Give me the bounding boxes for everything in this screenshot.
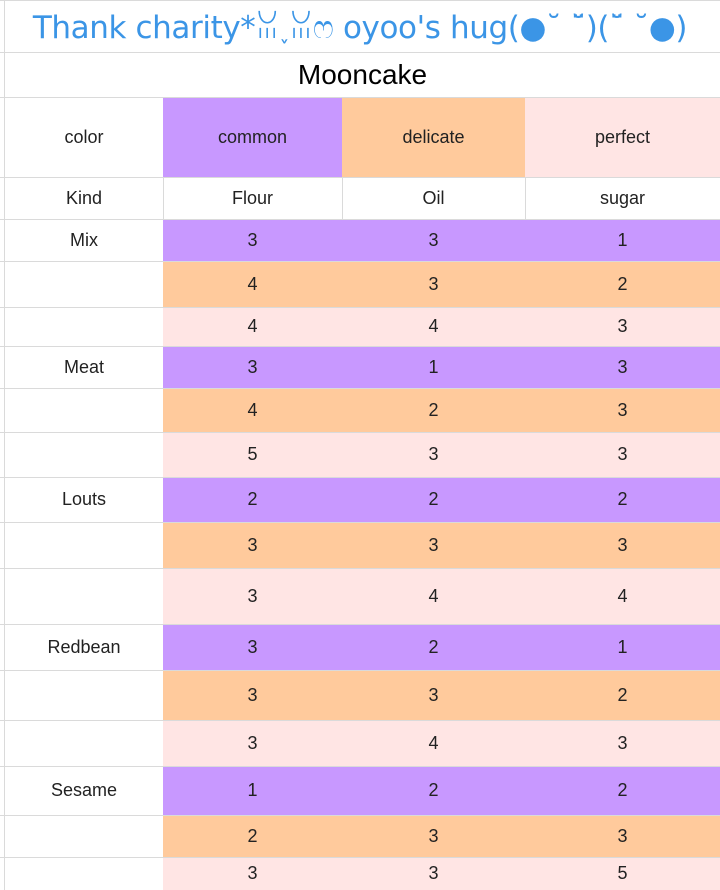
table-cell[interactable]: 3 <box>247 229 258 250</box>
row-label[interactable] <box>5 388 163 432</box>
row-label[interactable] <box>5 307 163 346</box>
table-cell[interactable]: 4 <box>617 585 628 606</box>
table-cell[interactable]: 3 <box>247 534 258 555</box>
table-cell[interactable]: 3 <box>247 732 258 753</box>
table-cell[interactable]: 3 <box>617 444 628 464</box>
table-cell[interactable]: 3 <box>617 399 628 420</box>
grid-line-h <box>0 52 720 53</box>
row-label[interactable] <box>5 261 163 307</box>
table-cell[interactable]: 5 <box>247 444 258 464</box>
row-label[interactable]: Mix <box>70 229 98 250</box>
row-label[interactable]: Meat <box>63 356 105 377</box>
table-cell[interactable]: 2 <box>428 636 439 657</box>
row-label[interactable] <box>5 522 163 568</box>
table-cell[interactable]: 1 <box>617 636 628 657</box>
table-cell[interactable]: 4 <box>247 316 258 336</box>
color-cell[interactable]: delicate <box>402 126 465 147</box>
table-cell[interactable]: 3 <box>428 273 439 294</box>
row-label[interactable]: Louts <box>61 489 107 509</box>
table-cell[interactable]: 3 <box>247 684 258 705</box>
kind-cell[interactable]: sugar <box>599 187 646 208</box>
table-cell[interactable]: 3 <box>428 825 439 846</box>
kind-cell[interactable]: Oil <box>422 187 445 208</box>
row-label[interactable] <box>5 432 163 477</box>
table-cell[interactable]: 2 <box>247 825 258 846</box>
table-title[interactable]: Mooncake <box>297 59 428 90</box>
row-label[interactable] <box>5 568 163 624</box>
table-cell[interactable]: 3 <box>617 356 628 377</box>
row-label[interactable]: Sesame <box>50 780 118 800</box>
table-cell[interactable]: 3 <box>428 444 439 464</box>
table-cell[interactable]: 1 <box>428 356 439 377</box>
table-cell[interactable]: 4 <box>428 585 439 606</box>
table-cell[interactable]: 1 <box>247 780 258 800</box>
kind-label[interactable]: Kind <box>65 187 103 208</box>
table-cell[interactable]: 2 <box>247 489 258 509</box>
grid-line-h <box>0 0 720 1</box>
table-cell[interactable]: 4 <box>247 399 258 420</box>
row-label[interactable] <box>5 815 163 857</box>
table-cell[interactable]: 3 <box>617 534 628 555</box>
table-cell[interactable]: 2 <box>617 684 628 705</box>
table-cell[interactable]: 3 <box>247 585 258 606</box>
row-label[interactable] <box>5 857 163 890</box>
table-cell[interactable]: 4 <box>428 732 439 753</box>
row-label[interactable]: Redbean <box>47 636 121 657</box>
table-cell[interactable]: 3 <box>247 863 258 883</box>
table-cell[interactable]: 2 <box>617 273 628 294</box>
row-label[interactable] <box>5 720 163 766</box>
table-cell[interactable]: 3 <box>428 684 439 705</box>
table-cell[interactable]: 2 <box>617 780 628 800</box>
color-cell[interactable]: perfect <box>594 126 651 147</box>
color-cell[interactable]: common <box>217 126 288 147</box>
banner-text: Thank charity*ꈍ˯ꈍෆ oyoo's hug(●˘ ˘̈)(˘̈ ˘●) <box>32 10 688 46</box>
kind-cell[interactable]: Flour <box>231 187 273 208</box>
table-cell[interactable]: 3 <box>247 356 258 377</box>
table-cell[interactable]: 2 <box>617 489 628 509</box>
table-cell[interactable]: 3 <box>428 863 439 883</box>
table-cell[interactable]: 3 <box>617 732 628 753</box>
table-cell[interactable]: 5 <box>617 863 628 883</box>
table-cell[interactable]: 4 <box>428 316 439 336</box>
color-label[interactable]: color <box>64 126 104 147</box>
table-cell[interactable]: 3 <box>617 825 628 846</box>
table-cell[interactable]: 4 <box>247 273 258 294</box>
table-cell[interactable]: 3 <box>428 534 439 555</box>
table-cell[interactable]: 1 <box>617 229 628 250</box>
row-label[interactable] <box>5 670 163 720</box>
table-cell[interactable]: 2 <box>428 399 439 420</box>
table-cell[interactable]: 3 <box>617 316 628 336</box>
table-cell[interactable]: 3 <box>428 229 439 250</box>
table-cell[interactable]: 2 <box>428 780 439 800</box>
table-cell[interactable]: 3 <box>247 636 258 657</box>
table-cell[interactable]: 2 <box>428 489 439 509</box>
